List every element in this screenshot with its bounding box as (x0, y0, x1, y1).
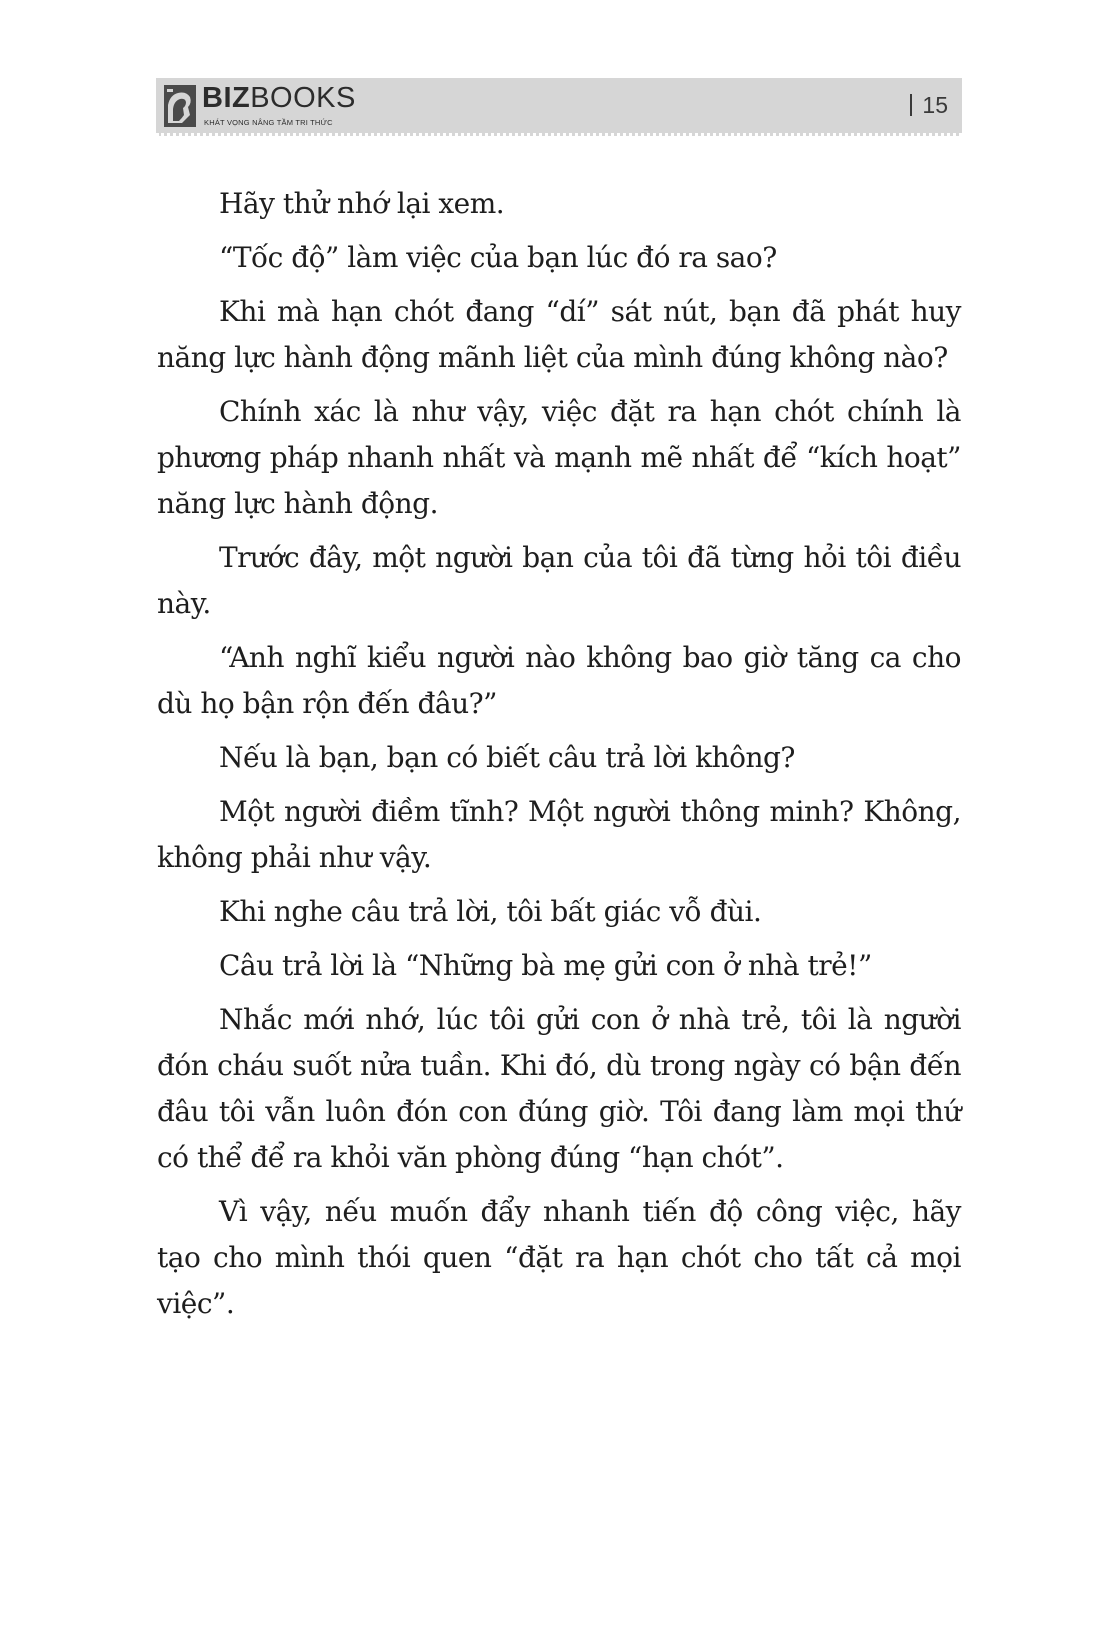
paragraph: Chính xác là như vậy, việc đặt ra hạn chót chính là phương pháp nhanh nhất và mạnh mẽ nhất để “kích hoạt” năng lực hành động. (157, 395, 961, 520)
page-number-divider (910, 94, 912, 116)
paragraph: “Tốc độ” làm việc của bạn lúc đó ra sao? (219, 241, 777, 274)
reader-silhouette-icon (164, 85, 196, 127)
paragraph: Hãy thử nhớ lại xem. (219, 187, 505, 220)
page-number-block (910, 92, 948, 119)
paragraph: Khi nghe câu trả lời, tôi bất giác vỗ đùi. (219, 895, 762, 928)
paragraph: Nếu là bạn, bạn có biết câu trả lời không? (219, 741, 795, 774)
paragraph: Câu trả lời là “Những bà mẹ gửi con ở nhà trẻ!” (219, 949, 872, 982)
paragraph: Trước đây, một người bạn của tôi đã từng hỏi tôi điều này. (157, 541, 961, 620)
paragraph: Vì vậy, nếu muốn đẩy nhanh tiến độ công việc, hãy tạo cho mình thói quen “đặt ra hạn chót cho tất cả mọi việc”. (157, 1195, 961, 1320)
brand-light: BOOKS (250, 82, 356, 114)
brand-bold: BIZ (202, 82, 251, 114)
brand-tagline: KHÁT VỌNG NÂNG TẦM TRI THỨC (204, 118, 333, 127)
paragraph: Nhắc mới nhớ, lúc tôi gửi con ở nhà trẻ, tôi là người đón cháu suốt nửa tuần. Khi đó, dù trong ngày có bận đến đâu tôi vẫn luôn đón con đúng giờ. Tôi đang làm mọi thứ có thể để ra khỏi văn phòng đúng “hạn chót”. (157, 1003, 961, 1174)
paragraph: Khi mà hạn chót đang “dí” sát nút, bạn đã phát huy năng lực hành động mãnh liệt của mình đúng không nào? (157, 295, 961, 374)
paragraph: Một người điềm tĩnh? Một người thông minh? Không, không phải như vậy. (157, 795, 961, 874)
body-text (157, 181, 961, 1335)
paragraph: “Anh nghĩ kiểu người nào không bao giờ tăng ca cho dù họ bận rộn đến đâu?” (157, 641, 961, 720)
brand-logo-text (202, 84, 356, 113)
page-header (156, 78, 962, 136)
page-number: 15 (922, 92, 948, 118)
